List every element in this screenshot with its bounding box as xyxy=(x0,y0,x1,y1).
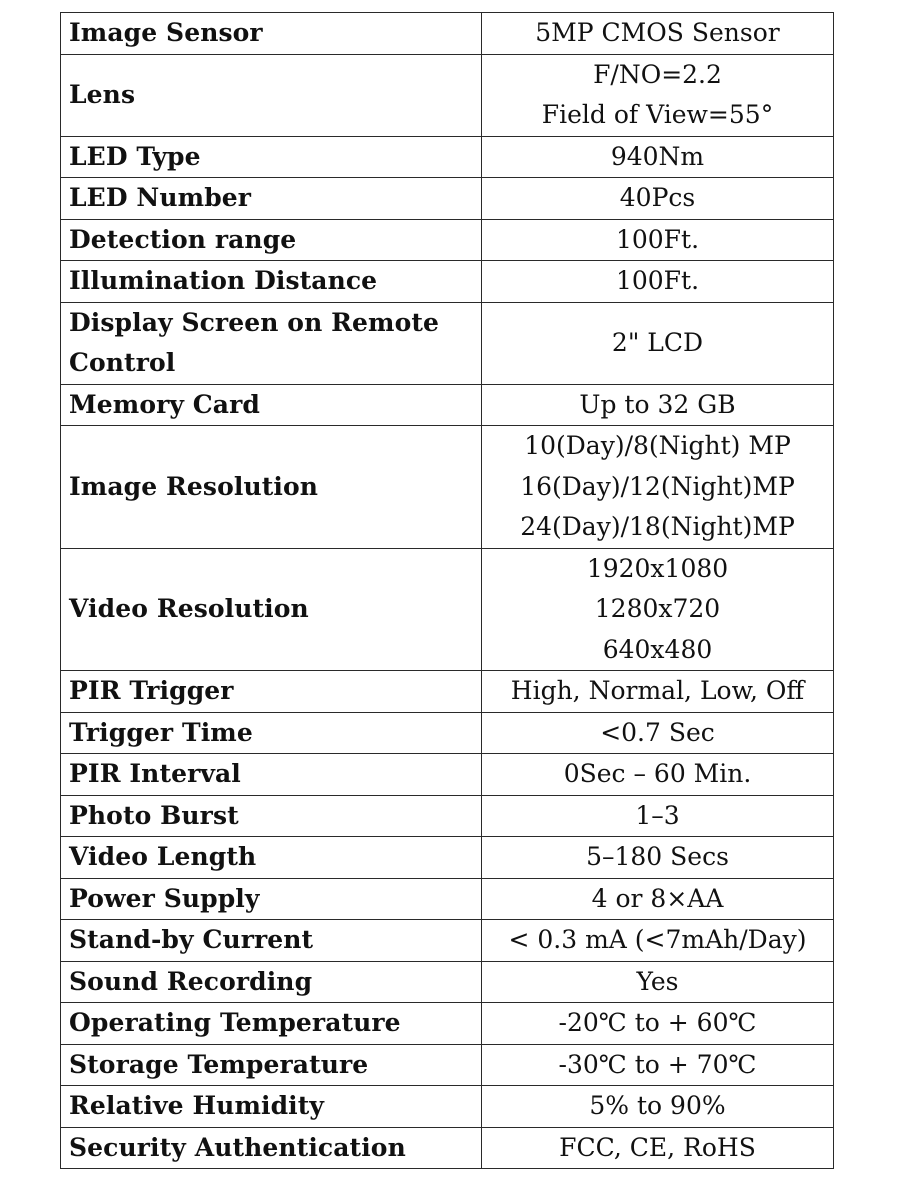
spec-value: 5–180 Secs xyxy=(586,842,729,871)
spec-value-cell xyxy=(482,261,834,303)
spec-table xyxy=(60,12,834,1169)
spec-value-cell xyxy=(482,671,834,713)
spec-row xyxy=(61,795,834,837)
spec-table-body xyxy=(61,13,834,1169)
spec-value-cell xyxy=(482,426,834,549)
spec-value: 940Nm xyxy=(610,141,705,171)
spec-value: -30℃ to + 70℃ xyxy=(558,1049,757,1079)
spec-value: 10(Day)/8(Night) MP xyxy=(524,431,791,460)
spec-value: High, Normal, Low, Off xyxy=(510,676,805,705)
spec-row xyxy=(61,961,834,1003)
spec-row xyxy=(61,878,834,920)
spec-value: F/NO=2.2 xyxy=(593,59,722,89)
spec-row xyxy=(61,136,834,178)
spec-value: 640x480 xyxy=(602,634,713,664)
spec-row xyxy=(61,54,834,136)
spec-row xyxy=(61,426,834,549)
spec-row xyxy=(61,671,834,713)
spec-value-cell xyxy=(482,795,834,837)
spec-value-cell xyxy=(482,136,834,178)
spec-value-cell xyxy=(482,54,834,136)
spec-label: Stand-by Current xyxy=(61,920,482,962)
spec-label: Detection range xyxy=(61,219,482,261)
spec-row xyxy=(61,178,834,220)
spec-row xyxy=(61,837,834,879)
spec-value-cell xyxy=(482,1044,834,1086)
spec-value-cell xyxy=(482,712,834,754)
spec-value: Yes xyxy=(636,966,679,996)
spec-value: 5% to 90% xyxy=(589,1091,726,1120)
spec-value-cell xyxy=(482,219,834,261)
spec-label: Image Sensor xyxy=(61,13,482,55)
spec-row xyxy=(61,712,834,754)
spec-value: 1280x720 xyxy=(594,594,721,623)
spec-value: 100Ft. xyxy=(615,266,700,295)
spec-value-cell xyxy=(482,961,834,1003)
spec-value: 1–3 xyxy=(635,800,680,830)
spec-row xyxy=(61,754,834,796)
spec-value-cell xyxy=(482,920,834,962)
spec-value-cell xyxy=(482,13,834,55)
spec-value: -20℃ to + 60℃ xyxy=(558,1008,757,1037)
spec-row xyxy=(61,13,834,55)
spec-label: Lens xyxy=(61,54,482,136)
spec-label: Illumination Distance xyxy=(61,261,482,303)
spec-value: 16(Day)/12(Night)MP xyxy=(520,471,795,501)
spec-value: Field of View=55° xyxy=(541,100,774,129)
spec-label: Trigger Time xyxy=(61,712,482,754)
spec-value: 24(Day)/18(Night)MP xyxy=(520,512,795,541)
spec-row xyxy=(61,920,834,962)
spec-label: Storage Temperature xyxy=(61,1044,482,1086)
spec-label: Relative Humidity xyxy=(61,1086,482,1128)
spec-row xyxy=(61,548,834,671)
spec-value: 5MP CMOS Sensor xyxy=(535,18,780,47)
spec-value-cell xyxy=(482,1086,834,1128)
spec-label: Power Supply xyxy=(61,878,482,920)
spec-value: FCC, CE, RoHS xyxy=(559,1132,756,1162)
spec-value: 40Pcs xyxy=(619,183,696,212)
spec-label: Memory Card xyxy=(61,384,482,426)
spec-row xyxy=(61,1044,834,1086)
spec-label: Security Authentication xyxy=(61,1127,482,1169)
spec-row xyxy=(61,302,834,384)
spec-label: Video Length xyxy=(61,837,482,879)
spec-label: PIR Trigger xyxy=(61,671,482,713)
spec-value: 2" LCD xyxy=(611,327,704,357)
spec-label: Photo Burst xyxy=(61,795,482,837)
spec-row xyxy=(61,1127,834,1169)
spec-value-cell xyxy=(482,178,834,220)
spec-label: LED Number xyxy=(61,178,482,220)
spec-value: <0.7 Sec xyxy=(600,717,715,747)
spec-row xyxy=(61,384,834,426)
spec-row xyxy=(61,1086,834,1128)
spec-row xyxy=(61,1003,834,1045)
spec-value-cell xyxy=(482,302,834,384)
spec-value-cell xyxy=(482,1003,834,1045)
spec-label: Operating Temperature xyxy=(61,1003,482,1045)
spec-value-cell xyxy=(482,1127,834,1169)
spec-value-cell xyxy=(482,754,834,796)
spec-label: Sound Recording xyxy=(61,961,482,1003)
spec-value-cell xyxy=(482,837,834,879)
spec-label: PIR Interval xyxy=(61,754,482,796)
spec-row xyxy=(61,261,834,303)
spec-label: LED Type xyxy=(61,136,482,178)
spec-value: 100Ft. xyxy=(615,224,700,254)
spec-value-cell xyxy=(482,548,834,671)
spec-value: Up to 32 GB xyxy=(579,389,736,419)
spec-value: 4 or 8×AA xyxy=(591,883,724,913)
spec-label: Image Resolution xyxy=(61,426,482,549)
spec-value-cell xyxy=(482,878,834,920)
spec-value: 1920x1080 xyxy=(586,553,729,583)
spec-row xyxy=(61,219,834,261)
spec-value-cell xyxy=(482,384,834,426)
spec-value: < 0.3 mA (<7mAh/Day) xyxy=(508,925,807,954)
spec-value: 0Sec – 60 Min. xyxy=(563,759,752,788)
spec-label: Display Screen on Remote Control xyxy=(61,302,482,384)
spec-label: Video Resolution xyxy=(61,548,482,671)
